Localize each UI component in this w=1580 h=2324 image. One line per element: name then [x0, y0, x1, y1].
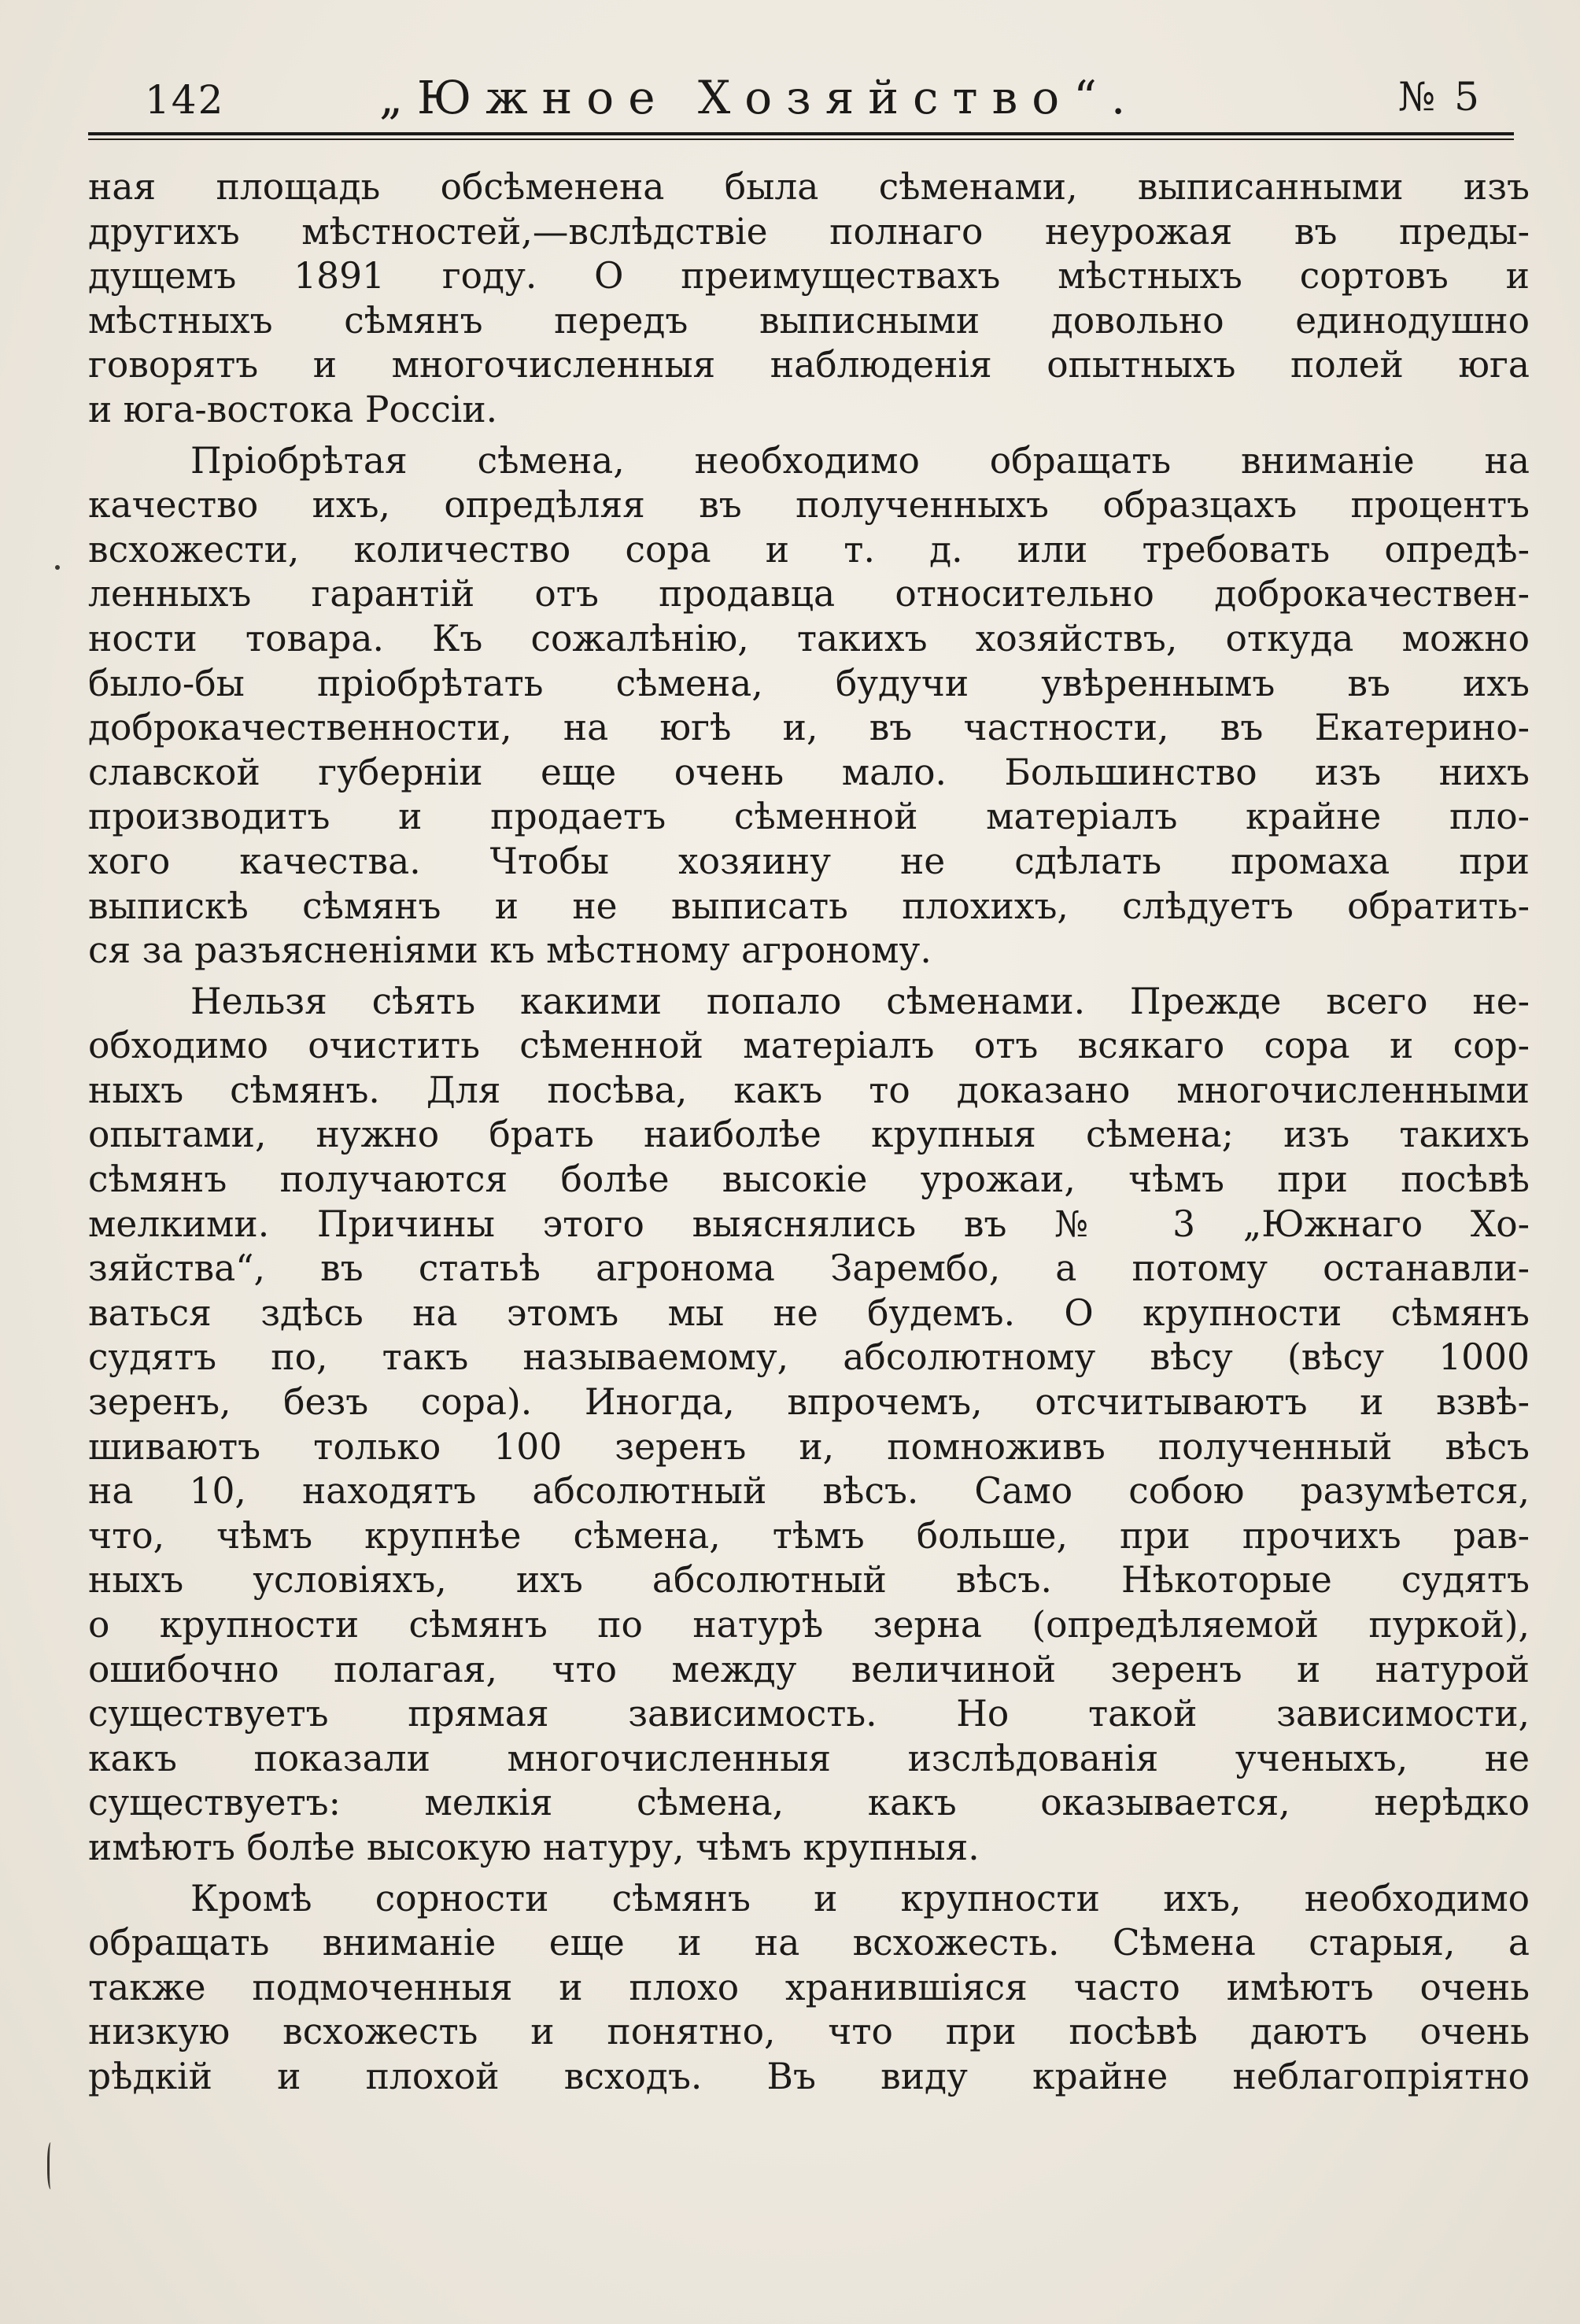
margin-speck [55, 565, 60, 570]
text-line: всхожести, количество сора и т. д. или требовать опредѣ- [88, 528, 1530, 571]
text-line: Кромѣ сорности сѣмянъ и крупности ихъ, необходимо [190, 1877, 1530, 1919]
text-line: мелкими. Причины этого выяснялись въ № 3 „Южнаго Хо- [88, 1203, 1530, 1245]
paragraph-1 [88, 165, 1530, 433]
running-header [88, 61, 1514, 132]
text-line: ваться здѣсь на этомъ мы не будемъ. О крупности сѣмянъ [88, 1291, 1530, 1334]
journal-title: „Южное Хозяйство“. [379, 71, 1140, 124]
text-line: доброкачественности, на югѣ и, въ частности, въ Екатерино- [88, 707, 1530, 749]
text-line: что, чѣмъ крупнѣе сѣмена, тѣмъ больше, при прочихъ рав- [88, 1514, 1530, 1557]
text-line: ленныхъ гарантій отъ продавца относительно доброкачествен- [88, 573, 1530, 615]
text-line: ная площадь обсѣменена была сѣменами, выписанными изъ [88, 166, 1530, 208]
text-line: Пріобрѣтая сѣмена, необходимо обращать вниманіе на [190, 439, 1530, 482]
text-line: о крупности сѣмянъ по натурѣ зерна (опредѣляемой пуркой), [88, 1604, 1530, 1646]
text-line: производитъ и продаетъ сѣменной матеріалъ крайне пло- [88, 796, 1530, 838]
text-line: говорятъ и многочисленныя наблюденія опытныхъ полей юга [88, 344, 1530, 386]
text-line: опытами, нужно брать наиболѣе крупныя сѣмена; изъ такихъ [88, 1114, 1530, 1156]
text-line: мѣстныхъ сѣмянъ передъ выписными довольно единодушно [88, 299, 1530, 342]
text-line: ныхъ условіяхъ, ихъ абсолютный вѣсъ. Нѣкоторые судятъ [88, 1559, 1530, 1602]
issue-number: № 5 [1397, 74, 1482, 120]
paragraph-4 [88, 1877, 1530, 2100]
text-line: обращать вниманіе еще и на всхожесть. Сѣмена старыя, а [88, 1922, 1530, 1964]
text-line: было-бы пріобрѣтать сѣмена, будучи увѣреннымъ въ ихъ [88, 662, 1530, 704]
body-text [88, 165, 1530, 2100]
text-line: имѣютъ болѣе высокую натуру, чѣмъ крупныя. [88, 1826, 980, 1868]
header-rule [88, 132, 1514, 140]
text-line: существуетъ: мелкія сѣмена, какъ оказывается, нерѣдко [88, 1782, 1530, 1824]
text-line: зяйства“, въ статьѣ агронома Зарембо, а потому останавли- [88, 1247, 1530, 1290]
paragraph-2 [88, 439, 1530, 974]
text-line: ныхъ сѣмянъ. Для посѣва, какъ то доказано многочисленными [88, 1069, 1530, 1111]
text-line: ся за разъясненіями къ мѣстному агроному. [88, 929, 932, 972]
text-line: качество ихъ, опредѣляя въ полученныхъ образцахъ процентъ [88, 484, 1530, 527]
text-line: славской губерніи еще очень мало. Большинство изъ нихъ [88, 751, 1530, 793]
text-line: рѣдкій и плохой всходъ. Въ виду крайне неблагопріятно [88, 2055, 1530, 2097]
text-line: сѣмянъ получаются болѣе высокіе урожаи, чѣмъ при посѣвѣ [88, 1158, 1530, 1201]
text-line: дущемъ 1891 году. О преимуществахъ мѣстныхъ сортовъ и [88, 255, 1530, 297]
text-line: выпискѣ сѣмянъ и не выписать плохихъ, слѣдуетъ обратить- [88, 885, 1530, 927]
text-line: судятъ по, такъ называемому, абсолютному вѣсу (вѣсу 1000 [88, 1336, 1530, 1379]
text-line: шиваютъ только 100 зеренъ и, помноживъ полученный вѣсъ [88, 1425, 1530, 1468]
text-line: низкую всхожесть и понятно, что при посѣвѣ даютъ очень [88, 2011, 1530, 2053]
margin-mark [47, 2142, 56, 2189]
text-line: другихъ мѣстностей,—вслѣдствіе полнаго неурожая въ преды- [88, 210, 1530, 253]
text-line: также подмоченныя и плохо хранившіяся часто имѣютъ очень [88, 1966, 1530, 2008]
text-line: и юга-востока Россіи. [88, 388, 498, 430]
text-line: какъ показали многочисленныя изслѣдованія ученыхъ, не [88, 1737, 1530, 1779]
text-line: Нельзя сѣять какими попало сѣменами. Прежде всего не- [190, 980, 1530, 1022]
text-line: на 10, находятъ абсолютный вѣсъ. Само собою разумѣется, [88, 1470, 1530, 1513]
text-line: обходимо очистить сѣменной матеріалъ отъ всякаго сора и сор- [88, 1025, 1530, 1067]
text-line: существуетъ прямая зависимость. Но такой зависимости, [88, 1693, 1530, 1735]
text-line: хого качества. Чтобы хозяину не сдѣлать промаха при [88, 840, 1530, 882]
paragraph-3 [88, 980, 1530, 1871]
page-number: 142 [145, 77, 225, 123]
text-line: ошибочно полагая, что между величиной зеренъ и натурой [88, 1648, 1530, 1690]
text-line: ности товара. Къ сожалѣнію, такихъ хозяйствъ, откуда можно [88, 617, 1530, 660]
text-line: зеренъ, безъ сора). Иногда, впрочемъ, отсчитываютъ и взвѣ- [88, 1381, 1530, 1424]
